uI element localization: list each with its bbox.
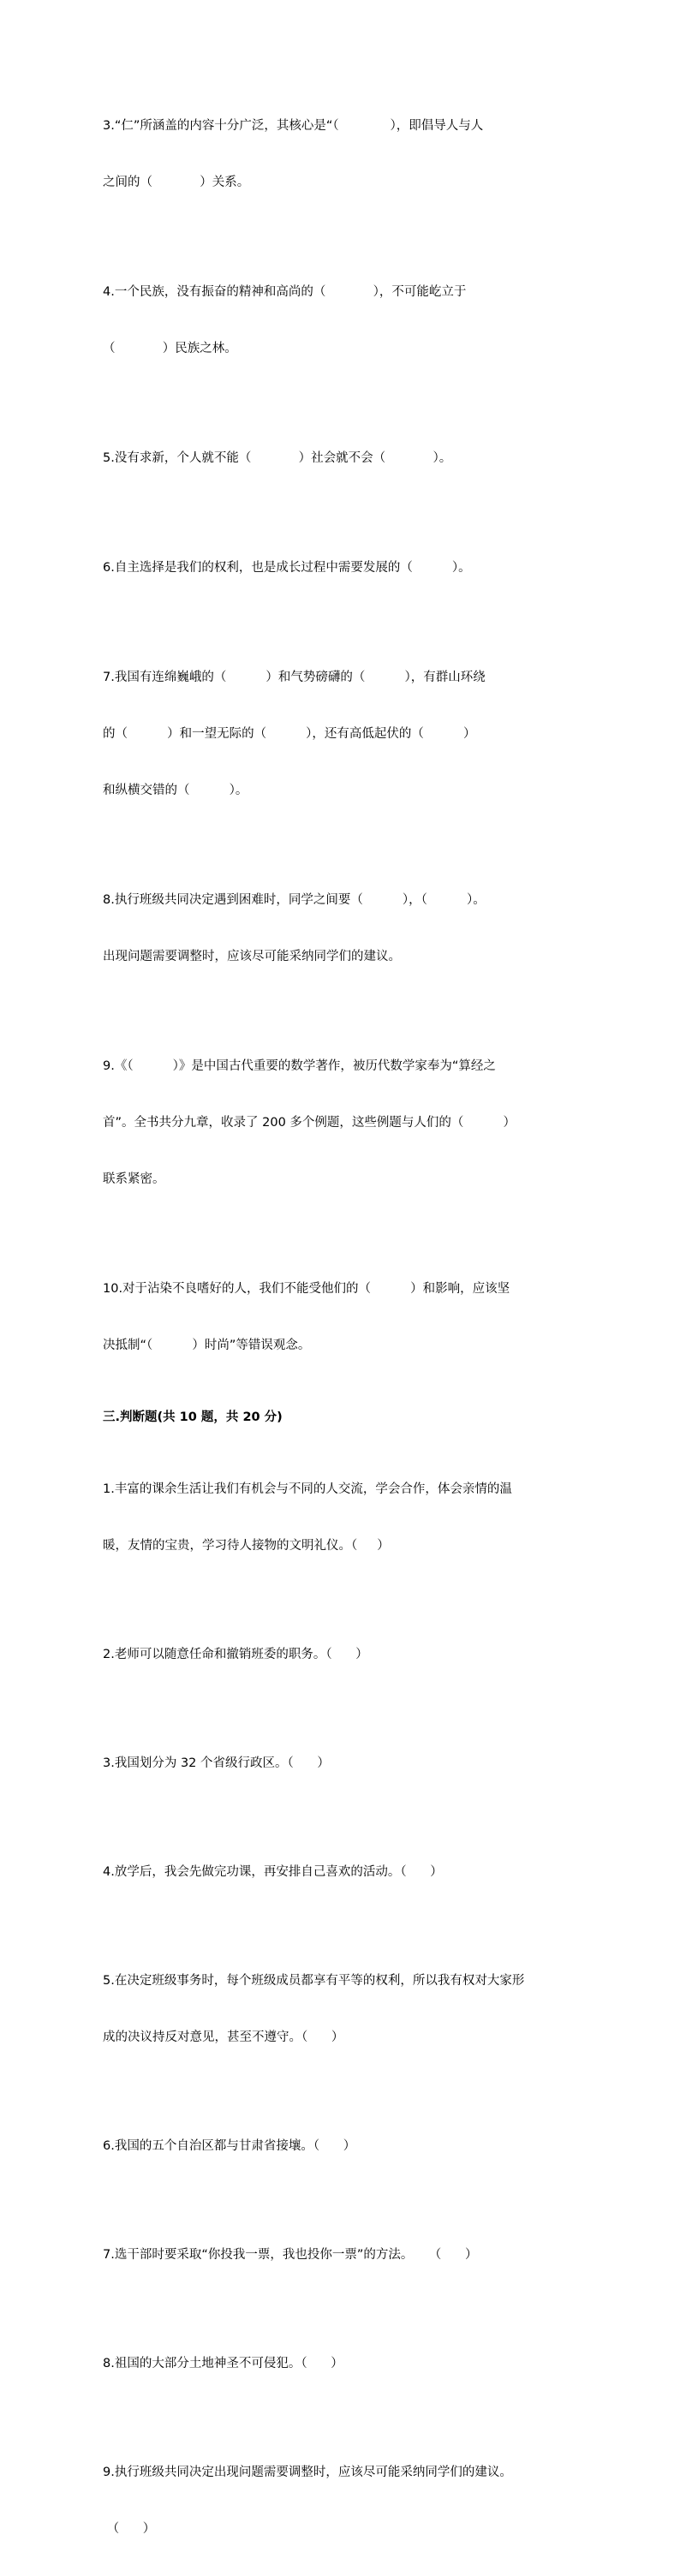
question-line: 7.我国有连绵巍峨的（ ）和气势磅礴的（ ），有群山环绕 [103,671,486,684]
fill-in-question-9 [103,1019,582,1226]
question-line: 2.老师可以随意任命和撤销班委的职务。（ ） [103,1648,368,1661]
fill-in-question-3 [103,79,582,230]
question-line: 6.自主选择是我们的权利，也是成长过程中需要发展的（ ）。 [103,561,471,575]
fill-in-question-6 [103,521,582,615]
question-line: 联系紧密。 [103,1172,165,1186]
judgement-question-3 [103,1716,582,1810]
question-line: 9.《（ ）》是中国古代重要的数学著作，被历代数学家奉为“算经之 [103,1059,496,1073]
fill-in-question-8 [103,853,582,1004]
question-line: 8.祖国的大部分土地神圣不可侵犯。（ ） [103,2357,343,2370]
question-line: 和纵横交错的（ ）。 [103,784,248,797]
judgement-question-9 [103,2425,582,2576]
document-page [103,79,582,2576]
question-line: 决抵制“（ ）时尚”等错误观念。 [103,1339,311,1352]
fill-in-question-5 [103,411,582,505]
judgement-question-1 [103,1442,582,1593]
question-line: 的（ ）和一望无际的（ ），还有高低起伏的（ ） [103,727,476,741]
judgement-question-2 [103,1607,582,1702]
fill-in-question-7 [103,630,582,838]
question-line: 4.一个民族，没有振奋的精神和高尚的（ ），不可能屹立于 [103,285,467,299]
question-line: 7.选干部时要采取“你投我一票，我也投你一票”的方法。 （ ） [103,2248,478,2262]
question-line: 10.对于沾染不良嗜好的人，我们不能受他们的（ ）和影响，应该坚 [103,1282,510,1296]
question-line: （ ）民族之林。 [103,342,237,355]
question-line: 9.执行班级共同决定出现问题需要调整时，应该尽可能采纳同学们的建议。 [103,2466,512,2479]
question-line: （ ） [103,2522,156,2536]
question-line: 6.我国的五个自治区都与甘肃省接壤。（ ） [103,2139,356,2153]
question-line: 8.执行班级共同决定遇到困难时，同学之间要（ ），（ ）。 [103,893,486,907]
judgement-question-7 [103,2208,582,2302]
judgement-question-6 [103,2099,582,2193]
judgement-question-4 [103,1825,582,1919]
question-line: 首”。全书共分九章，收录了 200 多个例题，这些例题与人们的（ ） [103,1116,516,1130]
judgement-question-8 [103,2317,582,2411]
fill-in-question-4 [103,245,582,396]
question-line: 成的决议持反对意见，甚至不遵守。（ ） [103,2030,344,2044]
question-line: 4.放学后，我会先做完功课，再安排自己喜欢的活动。（ ） [103,1865,443,1879]
question-line: 5.在决定班级事务时，每个班级成员都享有平等的权利，所以我有权对大家形 [103,1974,525,1988]
question-line: 3.“仁”所涵盖的内容十分广泛，其核心是“（ ），即倡导人与人 [103,119,484,133]
question-line: 5.没有求新，个人就不能（ ）社会就不会（ ）。 [103,451,452,465]
judgement-question-5 [103,1934,582,2084]
fill-in-question-10 [103,1242,582,1392]
question-line: 之间的（ ）关系。 [103,176,250,189]
question-line: 3.我国划分为 32 个省级行政区。（ ） [103,1756,330,1770]
question-line: 1.丰富的课余生活让我们有机会与不同的人交流，学会合作，体会亲情的温 [103,1482,512,1496]
question-line: 出现问题需要调整时，应该尽可能采纳同学们的建议。 [103,950,401,963]
section-title: 三.判断题(共 10 题，共 20 分) [103,1410,283,1424]
question-line: 暖，友情的宝贵，学习待人接物的文明礼仪。（ ） [103,1539,390,1553]
